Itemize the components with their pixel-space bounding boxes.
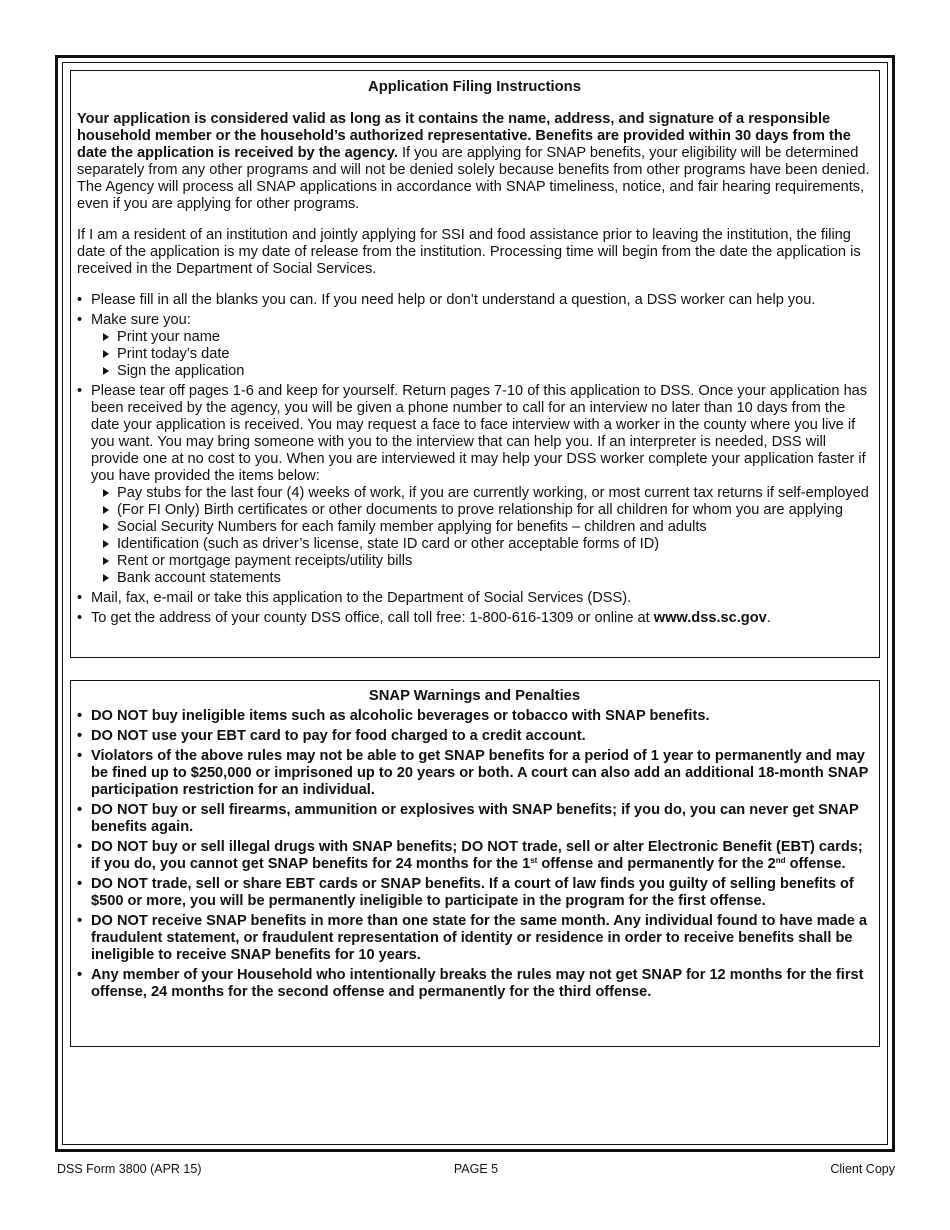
list-item-text: Please tear off pages 1-6 and keep for yourself. Return pages 7-10 of this application to DSS. Once your application has been received by the agency, you will be given a phone number to call for an interview no later than 10 days from the date your application is received. You may request a face to face interview with a worker in the county where you live if you want. You may bring someone with you to the interview that can help you. If an interpreter is needed, DSS will provide one at no cost to you. When you are interviewed it may help your DSS worker complete your application faster if you have provided the items below:	[91, 383, 868, 484]
snap-warnings-section	[70, 680, 880, 1047]
triangle-bullet-icon	[103, 540, 109, 548]
sub-list-item: Sign the application	[103, 363, 872, 380]
validity-rest-text: If you are applying for SNAP benefits, your eligibility will be determined separately from any other programs and will not be denied solely because benefits from other programs have been denied. The Agency will process all SNAP applications in accordance with SNAP timeliness, notice, and fair hearing requirements, even if you are applying for other programs.	[77, 145, 870, 212]
sub-list	[91, 485, 872, 587]
copy-label: Client Copy	[830, 1162, 895, 1176]
sub-list	[91, 329, 872, 380]
validity-bold-text: Your application is considered valid as long as it contains the name, address, and signature of a responsible household member or the household’s authorized representative. Benefits are provided within 30 days from the date the application is received by the agency.	[77, 111, 851, 161]
triangle-bullet-icon	[103, 574, 109, 582]
triangle-bullet-icon	[103, 523, 109, 531]
sub-list-item: Print today’s date	[103, 346, 872, 363]
list-item-text: Please fill in all the blanks you can. If you need help or don’t understand a question, a DSS worker can help you.	[91, 292, 816, 308]
warnings-list	[77, 708, 872, 1001]
list-item	[77, 383, 872, 587]
warning-item: • DO NOT trade, sell or share EBT cards or SNAP benefits. If a court of law finds you guilty of selling benefits of $500 or more, you will be permanently ineligible to participate in the program for the first offense.	[77, 876, 872, 910]
filing-instructions-section	[70, 70, 880, 658]
sub-list-item: Bank account statements	[103, 570, 872, 587]
triangle-bullet-icon	[103, 367, 109, 375]
page-footer	[57, 1161, 895, 1177]
list-item	[77, 312, 872, 380]
triangle-bullet-icon	[103, 350, 109, 358]
form-id: DSS Form 3800 (APR 15)	[57, 1162, 202, 1176]
validity-paragraph	[77, 111, 872, 213]
warning-item: • DO NOT buy or sell firearms, ammunition or explosives with SNAP benefits; if you do, you can never get SNAP benefits again.	[77, 802, 872, 836]
sub-list-item: Identification (such as driver’s license, state ID card or other acceptable forms of ID)	[103, 536, 872, 553]
page-number: PAGE 5	[453, 1162, 499, 1176]
warning-item: • DO NOT receive SNAP benefits in more than one state for the same month. Any individual found to have made a fraudulent statement, or fraudulent representation of identity or residence in order to receive benefits shall be ineligible to receive SNAP benefits for 10 years.	[77, 913, 872, 964]
sub-list-item: (For FI Only) Birth certificates or other documents to prove relationship for all children for whom you are applying	[103, 502, 872, 519]
triangle-bullet-icon	[103, 489, 109, 497]
warning-item: • DO NOT buy ineligible items such as alcoholic beverages or tobacco with SNAP benefits.	[77, 708, 872, 725]
warning-item: • DO NOT buy or sell illegal drugs with SNAP benefits; DO NOT trade, sell or alter Electronic Benefit (EBT) cards; if you do, you cannot get SNAP benefits for 24 months for the 1st offense and permanently for the 2nd offense.	[77, 839, 872, 873]
list-item-text: Make sure you:	[91, 312, 191, 328]
sub-list-item: Pay stubs for the last four (4) weeks of work, if you are currently working, or most current tax returns if self-employed	[103, 485, 872, 502]
dss-website-link[interactable]: www.dss.sc.gov	[653, 610, 767, 626]
warning-item: • Violators of the above rules may not be able to get SNAP benefits for a period of 1 year to permanently and may be fined up to $250,000 or imprisoned up to 20 years or both. A court can also add an additional 18-month SNAP participation restriction for an individual.	[77, 748, 872, 799]
instructions-list	[77, 292, 872, 627]
sub-list-item: Print your name	[103, 329, 872, 346]
sub-list-item: Social Security Numbers for each family member applying for benefits – children and adults	[103, 519, 872, 536]
filing-instructions-title: Application Filing Instructions	[368, 79, 581, 95]
triangle-bullet-icon	[103, 333, 109, 341]
list-item: • To get the address of your county DSS office, call toll free: 1-800-616-1309 or online at www.dss.sc.gov.	[77, 610, 872, 627]
snap-warnings-title: SNAP Warnings and Penalties	[368, 688, 581, 704]
list-item	[77, 590, 872, 607]
sub-list-item: Rent or mortgage payment receipts/utility bills	[103, 553, 872, 570]
warning-item: • Any member of your Household who intentionally breaks the rules may not get SNAP for 12 months for the first offense, 24 months for the second offense and permanently for the third offense.	[77, 967, 872, 1001]
institution-paragraph: If I am a resident of an institution and jointly applying for SSI and food assistance prior to leaving the institution, the filing date of the application is my date of release from the institution. Processing time will begin from the date the application is received in the Department of Social Services.	[77, 227, 861, 277]
list-item-text: Mail, fax, e-mail or take this application to the Department of Social Services (DSS).	[91, 590, 632, 606]
triangle-bullet-icon	[103, 557, 109, 565]
warning-item: • DO NOT use your EBT card to pay for food charged to a credit account.	[77, 728, 872, 745]
triangle-bullet-icon	[103, 506, 109, 514]
list-item	[77, 292, 872, 309]
